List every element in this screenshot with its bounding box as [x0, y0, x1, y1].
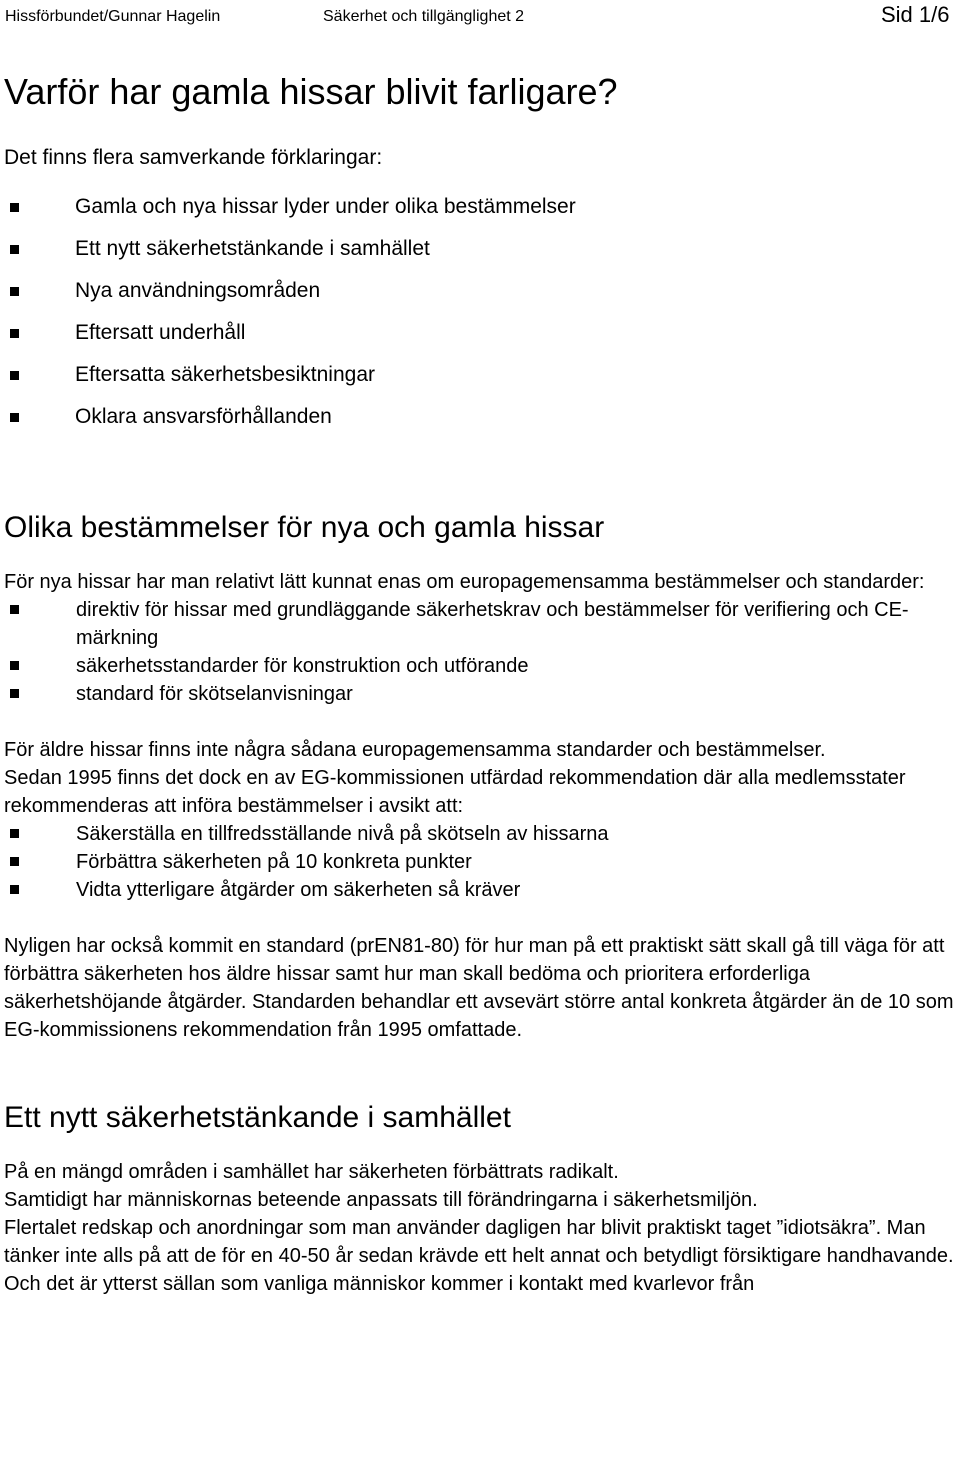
page-number: Sid 1/6: [881, 2, 950, 27]
list-item: Eftersatt underhåll: [4, 312, 954, 354]
bullet-icon: [10, 829, 19, 838]
paragraph: Nyligen har också kommit en standard (prEN81-80) för hur man på ett praktiskt sätt skall gå till väga för att förbättra säkerheten hos äldre hissar samt hur man skall bedöma och prioritera erforderliga säkerhetshöjande åtgärder. Standarden behandlar ett avsevärt större antal konkreta åtgärder än de 10 som EG-kommissionens rekommendation från 1995 omfattade.: [4, 935, 954, 1041]
list-item: Gamla och nya hissar lyder under olika bestämmelser: [4, 186, 954, 228]
paragraph: Flertalet redskap och anordningar som man använder dagligen har blivit praktiskt taget ”idiotsäkra”. Man tänker inte alls på att de för en 40-50 år sedan krävde ett helt annat och betydligt försiktigare handhavande. Och det är ytterst sällan som vanliga människor kommer i kontakt med kvarlevor från: [4, 1217, 954, 1295]
list-item: säkerhetsstandarder för konstruktion och utförande: [4, 652, 954, 680]
bullet-icon: [10, 203, 19, 212]
header-author: Hissförbundet/Gunnar Hagelin: [5, 8, 221, 25]
bullet-icon: [10, 245, 19, 254]
paragraph: Sedan 1995 finns det dock en av EG-kommissionen utfärdad rekommendation där alla medlemsstater rekommenderas att införa bestämmelser i avsikt att:: [4, 767, 906, 817]
header-document-title: Säkerhet och tillgänglighet 2: [323, 8, 525, 25]
page-header: [0, 0, 960, 38]
section-heading: Ett nytt säkerhetstänkande i samhället: [4, 1101, 511, 1134]
bullet-icon: [10, 329, 19, 338]
paragraph: För nya hissar har man relativt lätt kunnat enas om europagemensamma bestämmelser och standarder:: [4, 571, 925, 593]
list-item: Eftersatta säkerhetsbesiktningar: [4, 354, 954, 396]
list-item: Vidta ytterligare åtgärder om säkerheten så kräver: [4, 876, 954, 904]
paragraph: För äldre hissar finns inte några sådana europagemensamma standarder och bestämmelser.: [4, 739, 826, 761]
bullet-icon: [10, 885, 19, 894]
page-title: Varför har gamla hissar blivit farligare?: [4, 71, 618, 112]
list-item: Ett nytt säkerhetstänkande i samhället: [4, 228, 954, 270]
paragraph: Samtidigt har människornas beteende anpassats till förändringarna i säkerhetsmiljön.: [4, 1189, 758, 1211]
document-body: [4, 70, 954, 1298]
bullet-icon: [10, 413, 19, 422]
bullet-icon: [10, 287, 19, 296]
intro-text: Det finns flera samverkande förklaringar:: [4, 146, 383, 169]
section-heading: Olika bestämmelser för nya och gamla hissar: [4, 511, 605, 544]
list-item: Oklara ansvarsförhållanden: [4, 396, 954, 438]
reasons-list: [4, 186, 954, 438]
recommendation-list: [4, 820, 954, 904]
list-item: Nya användningsområden: [4, 270, 954, 312]
list-item: standard för skötselanvisningar: [4, 680, 954, 708]
bullet-icon: [10, 371, 19, 380]
list-item: direktiv för hissar med grundläggande säkerhetskrav och bestämmelser för verifiering och CE-märkning: [4, 596, 954, 652]
paragraph: På en mängd områden i samhället har säkerheten förbättrats radikalt.: [4, 1161, 619, 1183]
list-item: Säkerställa en tillfredsställande nivå på skötseln av hissarna: [4, 820, 954, 848]
bullet-icon: [10, 689, 19, 698]
bullet-icon: [10, 605, 19, 614]
list-item: Förbättra säkerheten på 10 konkreta punkter: [4, 848, 954, 876]
bullet-icon: [10, 857, 19, 866]
bullet-icon: [10, 661, 19, 670]
eu-rules-list: [4, 596, 954, 708]
